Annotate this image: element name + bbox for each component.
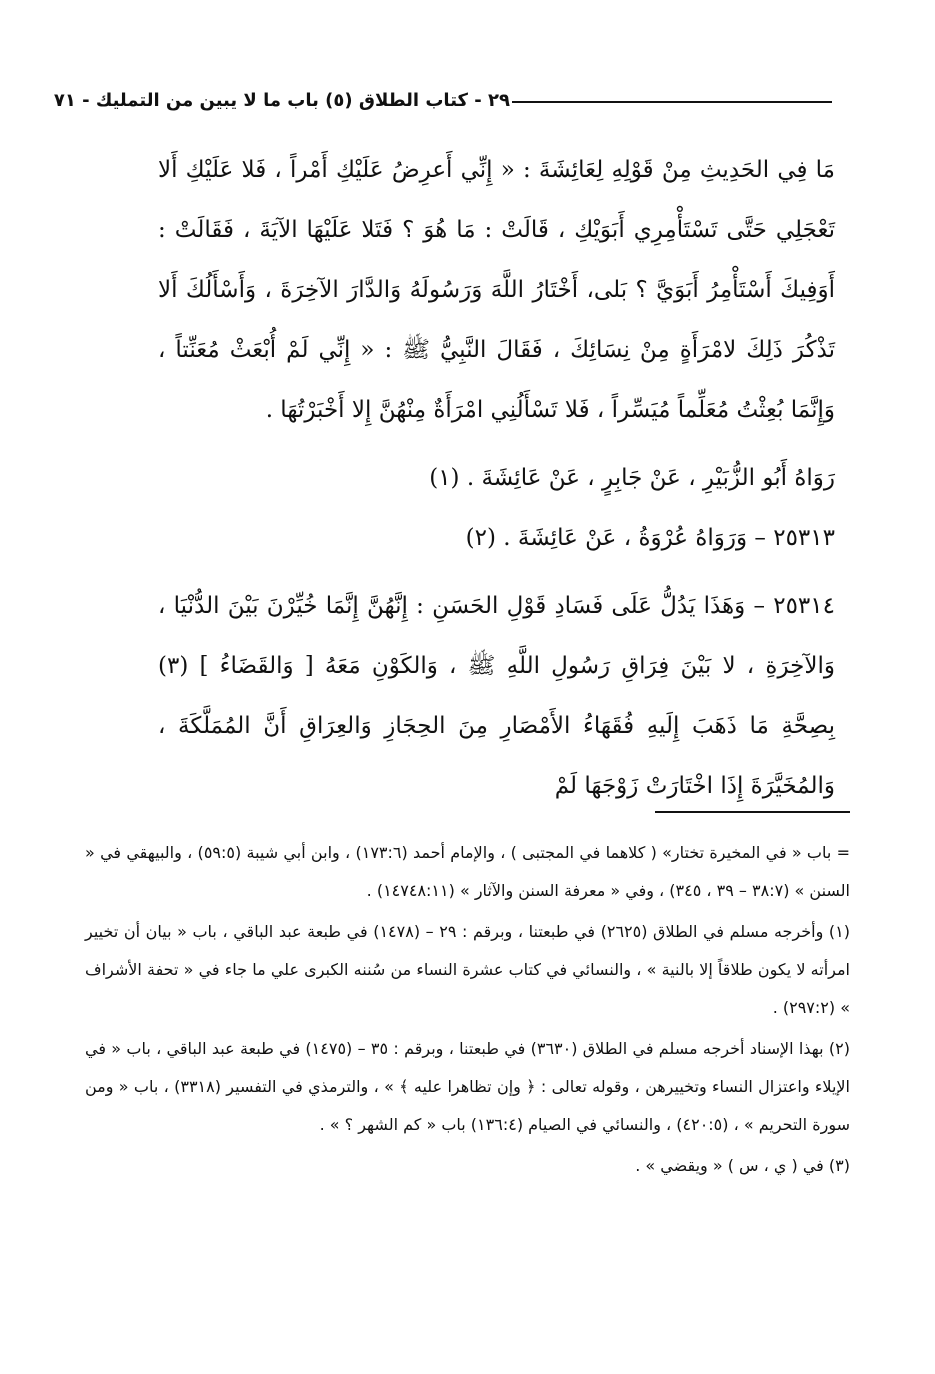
footnote-1: (١) وأخرجه مسلم في الطلاق (٢٦٢٥) في طبعتنا ، وبرقم : ٢٩ – (١٤٧٨) في طبعة عبد الباقي ، باب « بيان أن تخيير امرأته لا يكون طلاقاً إلا بالنية » ، والنسائي في كتاب عشرة النساء من سُننه الكبرى علي ما جاء في « تحفة الأشراف » (٢٩٧:٢) . [85,922,851,1017]
commentary-paragraph: ٢٥٣١٤ – وَهَذَا يَدُلُّ عَلَى فَسَادِ قَوْلِ الحَسَنِ : إِنَّهُنَّ إِنَّمَا خُيِّرْنَ بَيْنَ الدُّنْيَا ، وَالآخِرَةِ ، لا بَيْنَ فِرَاقِ رَسُولِ اللَّهِ ﷺ ، وَالكَوْنِ مَعَهُ [ وَالقَضَاءُ ] (٣) بِصِحَّةِ مَا ذَهَبَ إِلَيهِ فُقَهَاءُ الأَمْصَارِ مِنَ الحِجَازِ وَالعِرَاقِ أَنَّ المُمَلَّكَةَ ، وَالمُخَيَّرَةَ إِذَا اخْتَارَتْ زَوْجَهَا لَمْ [158,593,835,799]
footnote-2: (٢) بهذا الإسناد أخرجه مسلم في الطلاق (٣٦٣٠) في طبعتنا ، وبرقم : ٣٥ – (١٤٧٥) في طبعة عبد الباقي ، باب « في الإيلاء واعتزال النساء وتخييرهن ، وقوله تعالى : ﴿ وإن تظاهرا عليه ﴾ » ، والترمذي في التفسير (٣٣١٨) ، باب « ومن سورة التحريم » ، (٤٢٠:٥) ، والنسائي في الصيام (١٣٦:٤) باب « كم الشهر ؟ » . [85,1039,850,1134]
footnote-continued: = باب « في المخيرة تختار» ( كلاهما في المجتبى ) ، والإمام أحمد (١٧٣:٦) ، وابن أبي شيبة (٥٩:٥) ، والبيهقي في « السنن » (٣٨:٧ – ٣٩ ، ٣٤٥) ، وفي « معرفة السنن والآثار » (١٤٧٤٨:١١) . [85,843,851,900]
footnotes [85,834,850,1188]
running-head: ٢٩ - كتاب الطلاق (٥) باب ما لا يبين من التمليك - ٧١ [53,90,510,111]
footnote-3: (٣) في ( ي ، س ) « ويقضي » . [635,1156,850,1175]
header-rule [512,101,832,103]
footnote-separator [655,811,850,813]
main-text [158,140,835,816]
narration-line-1: رَوَاهُ أَبُو الزُّبَيْرِ ، عَنْ جَابِرٍ ، عَنْ عَائِشَةَ . (١) [429,465,835,491]
hadith-paragraph: مَا فِي الحَدِيثِ مِنْ قَوْلِهِ لِعَائِشَةَ : « إِنِّي أَعرِضُ عَلَيْكِ أَمْراً ، فَلا عَلَيْكِ أَلا تَعْجَلِي حَتَّى تَسْتَأْمِرِي أَبَوَيْكِ ، قَالَتْ : مَا هُوَ ؟ فَتَلا عَلَيْهَا الآيَةَ ، فَقَالَتْ : أَوَفِيكَ أَسْتَأْمِرُ أَبَوَيَّ ؟ بَلى، أَخْتَارُ اللَّهَ وَرَسُولَهُ وَالدَّارَ الآخِرَةَ ، وَأَسْأَلُكَ أَلا تَذْكُرَ ذَلِكَ لامْرَأَةٍ مِنْ نِسَائِكَ ، فَقَالَ النَّبِيُّ ﷺ : « إِنِّي لَمْ أُبْعَثْ مُعَنِّتاً ، وَإِنَّمَا بُعِثْتُ مُعَلِّماً مُيَسِّراً ، فَلا تَسْأَلُنِي امْرَأَةٌ مِنْهُنَّ إِلا أَخْبَرْتُهَا . [158,157,835,423]
narration-line-2: ٢٥٣١٣ – وَرَوَاهُ عُرْوَةُ ، عَنْ عَائِشَةَ . (٢) [465,525,835,551]
